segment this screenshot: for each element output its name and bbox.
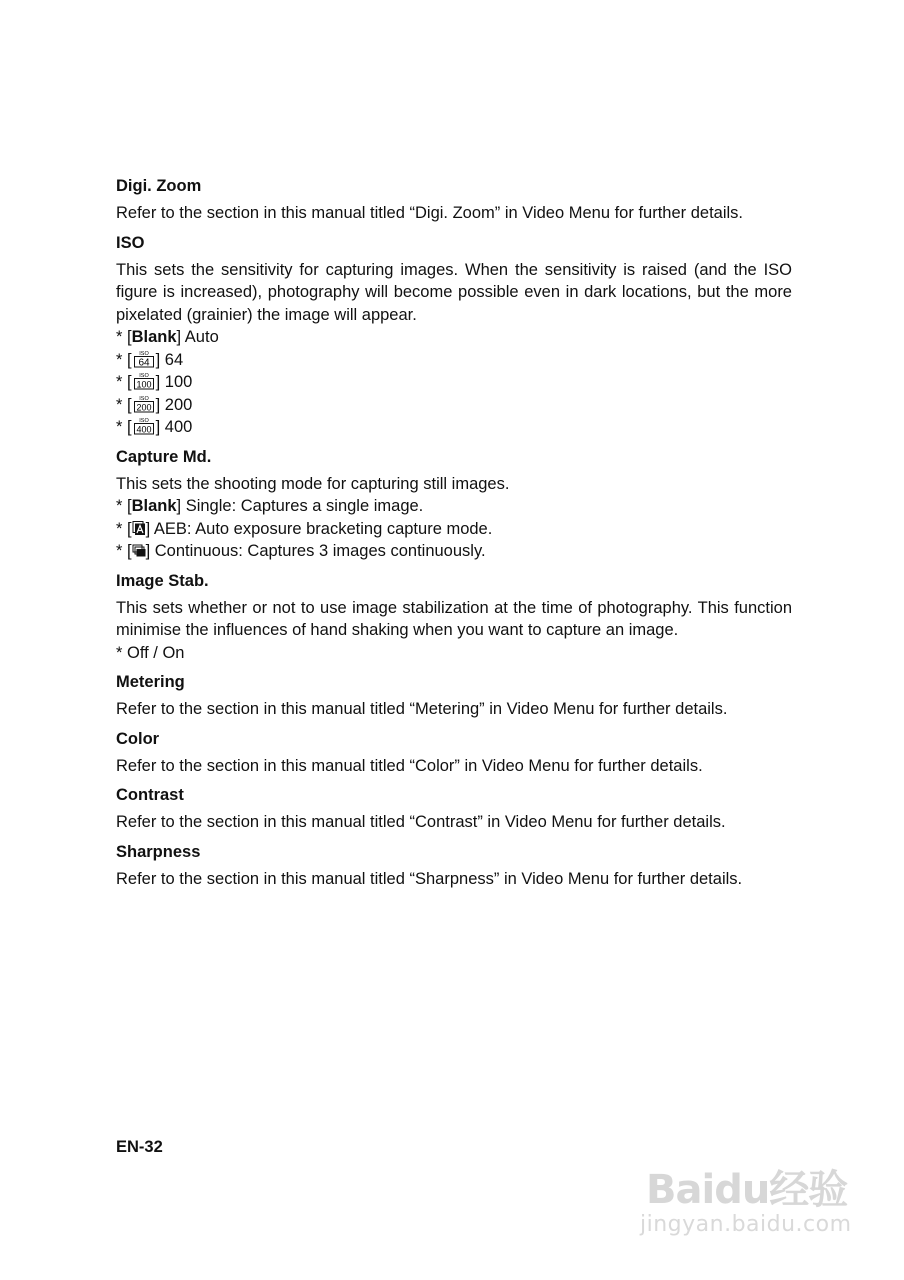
section-heading: Metering <box>116 673 185 691</box>
svg-text:100: 100 <box>136 379 152 390</box>
bullet: * [ <box>116 373 132 391</box>
watermark-logo: Baidu经验 <box>646 1167 848 1213</box>
option-value: Continuous: Captures 3 images continuously. <box>154 542 486 560</box>
section-heading: Color <box>116 729 160 748</box>
section-heading: Image Stab. <box>116 571 209 590</box>
svg-text:ISO: ISO <box>138 350 149 357</box>
bracket: ] <box>176 497 186 515</box>
section-text: Refer to the section in this manual titled “Color” in Video Menu for further details. <box>116 756 703 775</box>
bracket: ] <box>155 350 165 369</box>
section-text: This sets the shooting mode for capturing still images. <box>116 474 510 493</box>
option-value: 400 <box>164 418 193 436</box>
iso-option-auto <box>116 326 792 349</box>
iso-200-icon <box>132 395 156 413</box>
iso-100-icon <box>132 372 156 390</box>
section-text: Refer to the section in this manual titled “Contrast” in Video Menu for further details. <box>116 813 726 831</box>
iso-option-400 <box>116 416 792 439</box>
section-text: Refer to the section in this manual titled “Digi. Zoom” in Video Menu for further details. <box>116 204 743 222</box>
section-contrast <box>116 784 792 834</box>
capture-option-aeb <box>116 518 792 541</box>
image-stab-options: * Off / On <box>116 643 185 662</box>
section-heading: Contrast <box>116 786 184 804</box>
iso-option-200 <box>116 394 792 417</box>
bullet: * [ <box>116 542 132 560</box>
section-metering <box>116 671 792 721</box>
svg-text:ISO: ISO <box>138 373 149 379</box>
bullet: * [ <box>116 418 132 436</box>
option-value: 64 <box>164 350 184 369</box>
iso-64-icon <box>132 350 156 368</box>
capture-option-continuous <box>116 540 792 563</box>
svg-text:200: 200 <box>136 402 152 412</box>
section-heading: Sharpness <box>116 842 201 861</box>
section-text: This sets the sensitivity for capturing images. When the sensitivity is raised (and the ISO figure is increased), photography will become possible even in dark locations, but the more pixelated (grainier) the image will appear. <box>116 260 792 324</box>
section-sharpness <box>116 841 792 891</box>
svg-text:64: 64 <box>138 357 150 368</box>
option-value: 100 <box>164 373 193 391</box>
bullet: * [ <box>116 497 132 515</box>
section-text: Refer to the section in this manual titled “Metering” in Video Menu for further details. <box>116 700 728 718</box>
section-iso <box>116 232 792 439</box>
section-capture-md <box>116 446 792 563</box>
option-key: Blank <box>131 497 177 515</box>
bullet: * [ <box>116 350 132 369</box>
svg-text:400: 400 <box>136 424 152 435</box>
page-number: EN-32 <box>116 1138 163 1156</box>
bracket: ] <box>176 328 185 346</box>
option-value: Single: Captures a single image. <box>185 497 424 515</box>
continuous-icon <box>132 542 146 558</box>
section-heading: ISO <box>116 233 145 252</box>
iso-option-100 <box>116 371 792 394</box>
svg-text:ISO: ISO <box>138 395 149 402</box>
section-color <box>116 728 792 778</box>
section-digi-zoom <box>116 175 792 225</box>
svg-text:ISO: ISO <box>138 418 149 424</box>
bullet: * [ <box>116 395 132 414</box>
iso-option-64 <box>116 349 792 372</box>
option-value: Auto <box>184 328 219 346</box>
iso-400-icon <box>132 417 156 435</box>
section-text: Refer to the section in this manual titled “Sharpness” in Video Menu for further details. <box>116 869 743 888</box>
option-value: AEB: Auto exposure bracketing capture mode. <box>153 519 493 538</box>
section-heading: Digi. Zoom <box>116 177 202 195</box>
aeb-icon <box>132 520 146 536</box>
bullet: * [ <box>116 519 132 538</box>
watermark <box>640 1140 870 1250</box>
capture-option-single <box>116 495 792 518</box>
bracket: ] <box>155 373 165 391</box>
option-value: 200 <box>164 395 193 414</box>
section-text: This sets whether or not to use image stabilization at the time of photography. This function minimise the influences of hand shaking when you want to capture an image. <box>116 598 792 639</box>
section-heading: Capture Md. <box>116 447 212 466</box>
bracket: ] <box>145 519 154 538</box>
option-key: Blank <box>131 328 177 346</box>
bracket: ] <box>155 395 165 414</box>
watermark-url: jingyan.baidu.com <box>640 1212 852 1237</box>
manual-content <box>116 175 792 897</box>
bracket: ] <box>145 542 155 560</box>
bracket: ] <box>155 418 165 436</box>
section-image-stab <box>116 570 792 665</box>
bullet: * [ <box>116 328 132 346</box>
